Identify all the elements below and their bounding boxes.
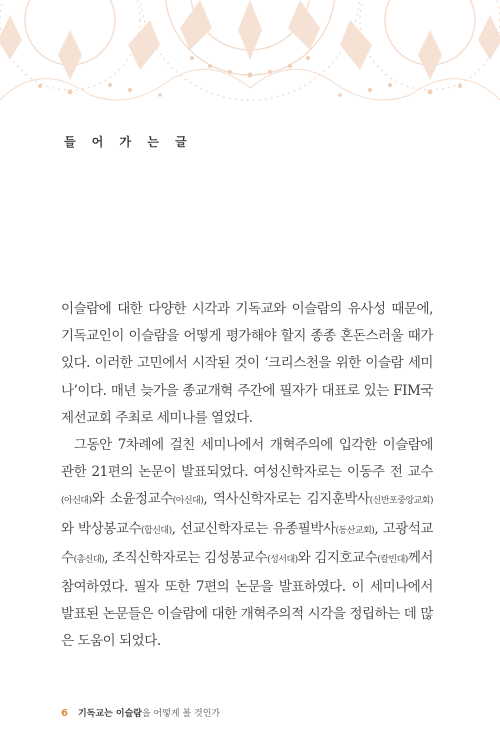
book-title-rest: 을 어떻게 볼 것인가	[141, 709, 221, 719]
paragraph-2-text: , 선교신학자로는 유종필박사	[171, 520, 336, 537]
book-title-bold: 기독교는 이슬람	[77, 709, 142, 719]
paragraph-2-text: , 조직신학자로는 김성봉교수	[104, 549, 268, 566]
paragraph-2-text: 와 김지호교수	[297, 549, 378, 566]
paragraph-2-text: 와 박상봉교수	[61, 520, 142, 537]
section-title: 들 어 가 는 글	[64, 135, 193, 149]
paragraph-2-text: , 역사신학자로는 김지훈박사	[203, 491, 370, 508]
paragraph-2	[61, 432, 433, 656]
paragraph-2-text: , 고광석교수	[61, 520, 434, 566]
page-footer	[61, 706, 220, 719]
affiliation-note: (아신대)	[172, 496, 204, 507]
page-number: 6	[61, 708, 68, 719]
body-text	[61, 296, 433, 656]
affiliation-note: (칼빈대)	[377, 554, 408, 565]
paragraph-2-text: 와 소윤정교수	[91, 491, 173, 508]
affiliation-note: (아신대)	[61, 496, 92, 507]
paragraph-2-text: 께서 참여하였다. 필자 또한 7편의 논문을 발표하였다. 이 세미나에서 발표된 논문들은 이슬람에 대한 개혁주의적 시각을 정립하는 데 많은 도움이 되었다.	[61, 549, 433, 650]
paragraph-2-text: 그동안 7차례에 걸친 세미나에서 개혁주의에 입각한 이슬람에 관한 21편의 논문이 발표되었다. 여성신학자로는 이동주 전 교수	[61, 437, 433, 481]
affiliation-note: (총신대)	[73, 554, 105, 565]
paragraph-1: 이슬람에 대한 다양한 시각과 기독교와 이슬람의 유사성 때문에, 기독교인이 이슬람을 어떻게 평가해야 할지 종종 혼돈스러울 때가 있다. 이러한 고민에서 시작된 것이 ‘크리스천을 위한 이슬람 세미나’이다. 매년 늦가을 종교개혁 주간에 필자가 대표로 있는 FIM국제선교회 주최로 세미나를 열었다.	[61, 301, 433, 426]
affiliation-note: (합신대)	[141, 525, 172, 536]
affiliation-note: (성서대)	[267, 554, 298, 565]
affiliation-note: (신반포중앙교회)	[369, 496, 433, 507]
decorative-mandala-header	[0, 0, 500, 110]
affiliation-note: (동산교회)	[335, 525, 375, 536]
